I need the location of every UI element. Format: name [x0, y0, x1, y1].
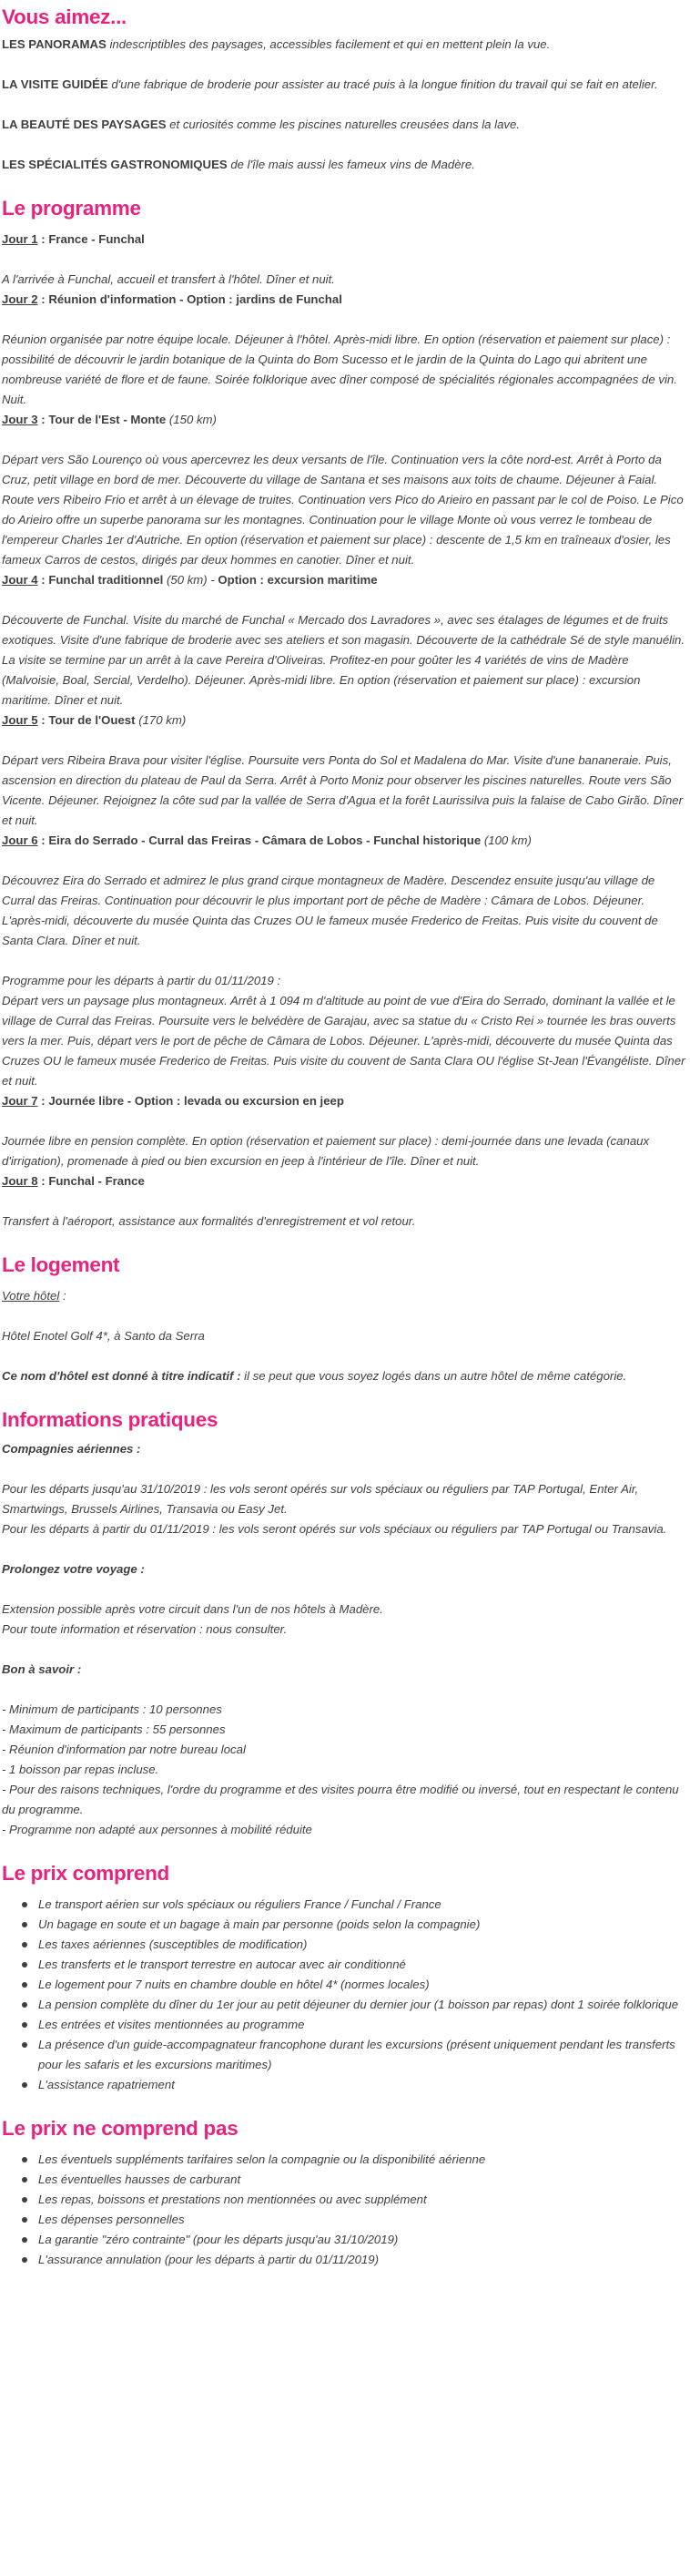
day-number: Jour 5	[2, 713, 38, 727]
prolong-line: Extension possible après votre circuit dans l'un de nos hôtels à Madère.	[2, 1602, 383, 1616]
bon-item: - Minimum de participants : 10 personnes	[2, 1702, 222, 1716]
hotel-name: Hôtel Enotel Golf 4*, à Santo da Serra	[2, 1329, 205, 1343]
bon-item: - Réunion d'information par notre bureau local	[2, 1743, 246, 1756]
list-item: Le logement pour 7 nuits en chambre double en hôtel 4* (normes locales)	[2, 1975, 688, 1995]
day-sep: :	[37, 713, 49, 727]
day-heading	[2, 1091, 688, 1111]
hotel-label-line	[2, 1286, 688, 1306]
section-logement	[2, 1252, 688, 1386]
list-item: Les éventuels suppléments tarifaires selon la compagnie ou la disponibilité aérienne	[2, 2150, 688, 2170]
companies-line: Pour les départs jusqu'au 31/10/2019 : les vols seront opérés sur vols spéciaux ou réguliers par TAP Portugal, Enter Air, Smartwings, Brussels Airlines, Transavia ou Easy Jet.	[2, 1482, 639, 1516]
day-subtitle: Programme pour les départs à partir du 01/11/2019 :	[2, 974, 281, 987]
list-item: L'assistance rapatriement	[2, 2075, 688, 2095]
section-prix-ne-comprend	[2, 2115, 688, 2270]
section-infos	[2, 1406, 688, 1840]
included-list	[2, 1895, 688, 2095]
day-number: Jour 7	[2, 1094, 38, 1108]
aimez-item	[2, 115, 688, 135]
bon-item: - 1 boisson par repas incluse.	[2, 1763, 159, 1776]
section-title: Le programme	[2, 197, 141, 220]
day-title: Eira do Serrado - Curral das Freiras - Câmara de Lobos - Funchal historique	[48, 833, 482, 847]
hotel-label: Votre hôtel	[2, 1289, 60, 1303]
day-distance: (50 km) -	[163, 573, 218, 587]
companies-title: Compagnies aériennes :	[2, 1442, 141, 1456]
bon-item: - Maximum de participants : 55 personnes	[2, 1722, 226, 1736]
day-number: Jour 3	[2, 413, 38, 426]
section-prix-comprend	[2, 1860, 688, 2095]
day-heading	[2, 570, 688, 590]
day-text: Découverte de Funchal. Visite du marché de Funchal « Mercado dos Lavradores », avec ses étalages de légumes et de fruits exotiques. Visite d'une fabrique de broderie avec ses ateliers et son magasin. Découverte de la cathédrale Sé de style manuélin. La visite se termine par un arrêt à la cave Pereira d'Oliveiras. Profitez-en pour goûter les 4 variétés de vins de Madère (Malvoisie, Boal, Sercial, Verdelho). Déjeuner. Après-midi libre. En option (réservation et paiement sur place) : excursion maritime. Dîner et nuit.	[2, 613, 685, 707]
list-item: Les dépenses personnelles	[2, 2210, 688, 2230]
day-text: Départ vers São Lourenço où vous apercevrez les deux versants de l'île. Continuation vers la côte nord-est. Arrêt à Porto da Cruz, petit village en bord de mer. Découverte du village de Santana et ses maisons aux toits de chaume. Déjeuner à Faial. Route vers Ribeiro Frio et arrêt à un élevage de truites. Continuation vers Pico do Arieiro en passant par le col de Poiso. Le Pico do Arieiro offre un superbe panorama sur les montagnes. Continuation pour le village Monte où vous verrez le tombeau de l'empereur Charles 1er d'Autriche. En option (réservation et paiement sur place) : descente de 1,5 km en traîneaux d'osier, les fameux Carros de cestos, dirigés par deux hommes en canotier. Dîner et nuit.	[2, 453, 684, 567]
day-title: Tour de l'Est - Monte	[48, 413, 167, 426]
bon-item: - Programme non adapté aux personnes à mobilité réduite	[2, 1823, 312, 1836]
bon-title: Bon à savoir :	[2, 1662, 82, 1676]
day-text: Départ vers un paysage plus montagneux. Arrêt à 1 094 m d'altitude au point de vue d'Eira do Serrado, dominant la vallée et le village de Curral das Freiras. Poursuite vers le belvédère de Garajau, avec sa statue du « Cristo Rei » tournée les bras ouverts vers la mer. Puis, départ vers le port de pêche de Câmara de Lobos. Déjeuner. L'après-midi, découverte du musée Quinta das Cruzes OU le fameux musée Frederico de Freitas. Puis visite du couvent de Santa Clara OU l'église St-Jean l'Évangéliste. Dîner et nuit.	[2, 994, 685, 1088]
list-item: Le transport aérien sur vols spéciaux ou réguliers France / Funchal / France	[2, 1895, 688, 1915]
day-sep: :	[37, 413, 49, 426]
day-heading	[2, 290, 688, 310]
day-number: Jour 8	[2, 1174, 38, 1188]
section-title: Le prix ne comprend pas	[2, 2117, 238, 2140]
day-title: Funchal traditionnel	[48, 573, 164, 587]
list-item: Les entrées et visites mentionnées au programme	[2, 2015, 688, 2035]
prolong-title: Prolongez votre voyage :	[2, 1562, 145, 1576]
day-text: A l'arrivée à Funchal, accueil et transfert à l'hôtel. Dîner et nuit.	[2, 272, 335, 286]
aimez-item-text: et curiosités comme les piscines naturelles creusées dans la lave.	[166, 118, 520, 131]
companies-line: Pour les départs à partir du 01/11/2019 : les vols seront opérés sur vols spéciaux ou réguliers par TAP Portugal ou Transavia.	[2, 1522, 667, 1536]
bon-list	[2, 1700, 688, 1840]
hotel-note-bold: Ce nom d'hôtel est donné à titre indicatif :	[2, 1369, 241, 1383]
aimez-item-text: de l'île mais aussi les fameux vins de Madère.	[227, 158, 475, 171]
info-subtitle	[2, 1660, 688, 1680]
day-text: Journée libre en pension complète. En option (réservation et paiement sur place) : demi-journée dans une levada (canaux d'irrigation), promenade à pied ou bien excursion en jeep à l'intérieur de l'île. Dîner et nuit.	[2, 1134, 650, 1168]
day-distance: (170 km)	[135, 713, 187, 727]
list-item: Les transferts et le transport terrestre en autocar avec air conditionné	[2, 1955, 688, 1975]
excluded-list	[2, 2150, 688, 2270]
day-title: France - Funchal	[48, 232, 145, 246]
day-number: Jour 1	[2, 232, 38, 246]
list-item: La pension complète du dîner du 1er jour au petit déjeuner du dernier jour (1 boisson par repas) dont 1 soirée folklorique	[2, 1995, 688, 2015]
day-heading	[2, 710, 688, 731]
day-title: Journée libre - Option : levada ou excursion en jeep	[48, 1094, 344, 1108]
list-item: Les éventuelles hausses de carburant	[2, 2170, 688, 2190]
day-sep: :	[37, 573, 49, 587]
section-vous-aimez	[2, 0, 688, 175]
day-sep: :	[37, 833, 49, 847]
prolong-line: Pour toute information et réservation : nous consulter.	[2, 1622, 288, 1636]
aimez-item	[2, 35, 688, 55]
list-item: L'assurance annulation (pour les départs à partir du 01/11/2019)	[2, 2250, 688, 2270]
list-item: Un bagage en soute et un bagage à main par personne (poids selon la compagnie)	[2, 1915, 688, 1935]
day-distance: (150 km)	[166, 413, 217, 426]
day-number: Jour 4	[2, 573, 38, 587]
day-heading	[2, 1171, 688, 1191]
section-programme	[2, 195, 688, 1232]
day-text: Découvrez Eira do Serrado et admirez le plus grand cirque montagneux de Madère. Descendez ensuite jusqu'au village de Curral das Freiras. Continuation pour découvrir le plus important port de pêche de Madère : Câmara de Lobos. Déjeuner. L'après-midi, découverte du musée Quinta das Cruzes OU le fameux musée Frederico de Freitas. Puis visite du couvent de Santa Clara. Dîner et nuit.	[2, 874, 658, 947]
info-subtitle	[2, 1439, 688, 1459]
day-number: Jour 6	[2, 833, 38, 847]
list-item: La garantie "zéro contrainte" (pour les départs jusqu'au 31/10/2019)	[2, 2230, 688, 2250]
day-title: Funchal - France	[48, 1174, 145, 1188]
aimez-item	[2, 75, 688, 95]
day-title: Réunion d'information - Option : jardins de Funchal	[48, 292, 342, 306]
aimez-item-text: indescriptibles des paysages, accessibles facilement et qui en mettent plein la vue.	[106, 37, 551, 51]
hotel-note	[2, 1366, 688, 1386]
info-subtitle	[2, 1559, 688, 1579]
day-sep: :	[37, 1094, 49, 1108]
list-item: Les taxes aériennes (susceptibles de modification)	[2, 1935, 688, 1955]
day-heading	[2, 831, 688, 851]
section-title: Informations pratiques	[2, 1408, 218, 1431]
section-title: Vous aimez...	[2, 5, 127, 28]
hotel-label-sep: :	[59, 1289, 66, 1303]
section-title: Le logement	[2, 1253, 120, 1276]
aimez-item	[2, 155, 688, 175]
day-text: Départ vers Ribeira Brava pour visiter l'église. Poursuite vers Ponta do Sol et Madalena do Mar. Visite d'une bananeraie. Puis, ascension en direction du plateau de Paul da Serra. Arrêt à Porto Moniz pour observer les piscines naturelles. Route vers São Vicente. Déjeuner. Rejoignez la côte sud par la vallée de Serra d'Agua et la forêt Laurissilva puis la falaise de Cabo Girão. Dîner et nuit.	[2, 753, 684, 827]
day-title: Tour de l'Ouest	[48, 713, 136, 727]
aimez-item-bold: LA VISITE GUIDÉE	[2, 77, 108, 91]
day-sep: :	[37, 232, 49, 246]
list-item: Les repas, boissons et prestations non mentionnées ou avec supplément	[2, 2190, 688, 2210]
aimez-item-bold: LA BEAUTÉ DES PAYSAGES	[2, 118, 167, 131]
aimez-item-bold: LES SPÉCIALITÉS GASTRONOMIQUES	[2, 158, 228, 171]
day-sep: :	[37, 292, 49, 306]
aimez-item-bold: LES PANORAMAS	[2, 37, 107, 51]
bon-item: - Pour des raisons techniques, l'ordre du programme et des visites pourra être modifié ou inversé, tout en respectant le contenu du programme.	[2, 1783, 679, 1816]
aimez-item-text: d'une fabrique de broderie pour assister au tracé puis à la longue finition du travail qui se fait en atelier.	[107, 77, 658, 91]
list-item: La présence d'un guide-accompagnateur francophone durant les excursions (présent uniquement pendant les transferts pour les safaris et les excursions maritimes)	[2, 2035, 688, 2075]
section-title: Le prix comprend	[2, 1862, 169, 1885]
day-text: Transfert à l'aéroport, assistance aux formalités d'enregistrement et vol retour.	[2, 1214, 416, 1228]
day-sep: :	[37, 1174, 49, 1188]
hotel-note-text: il se peut que vous soyez logés dans un autre hôtel de même catégorie.	[240, 1369, 627, 1383]
day-number: Jour 2	[2, 292, 38, 306]
day-distance: (100 km)	[481, 833, 532, 847]
day-heading	[2, 230, 688, 250]
day-text: Réunion organisée par notre équipe locale. Déjeuner à l'hôtel. Après-midi libre. En option (réservation et paiement sur place) : possibilité de découvrir le jardin botanique de la Quinta do Bom Sucesso et le jardin de la Quinta do Lago qui abritent une nombreuse variété de flore et de faune. Soirée folklorique avec dîner composé de spécialités régionales accompagnées de vin. Nuit.	[2, 332, 677, 406]
day-heading	[2, 410, 688, 430]
day-option: Option : excursion maritime	[218, 573, 378, 587]
